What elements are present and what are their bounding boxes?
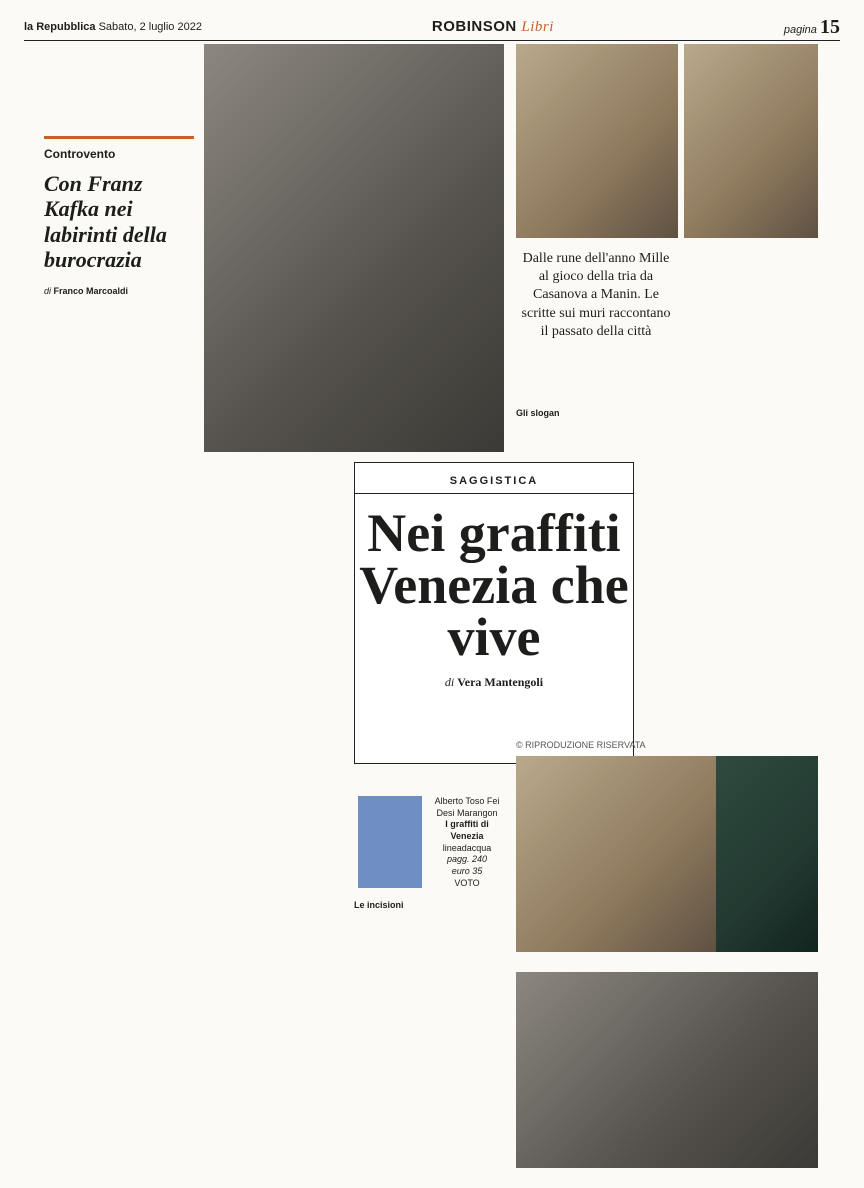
photo-wall-inscription — [684, 44, 818, 238]
caption-engravings-title: Le incisioni — [354, 900, 404, 910]
paper-name: la Repubblica — [24, 21, 96, 33]
photo-window-shutter — [516, 44, 678, 238]
section-brand — [432, 18, 554, 36]
book-info — [430, 796, 504, 890]
brand-name: ROBINSON — [431, 18, 517, 35]
masthead-left — [24, 21, 202, 33]
book-publisher: lineadacqua — [442, 842, 492, 853]
sidebar-column — [44, 136, 194, 1171]
page-indicator — [784, 16, 840, 39]
photo-incised-lion — [516, 972, 818, 1168]
brand-section: Libri — [521, 19, 554, 35]
sidebar-title: Con Franz Kafka nei labirinti della burocrazia — [44, 171, 167, 272]
issue-date: Sabato, 2 luglio 2022 — [98, 21, 202, 33]
page-number: 15 — [819, 15, 840, 38]
book-title: I graffiti di Venezia — [445, 819, 489, 842]
sidebar-byline-name: Franco Marcoaldi — [53, 286, 129, 297]
photo-carved-stone — [204, 44, 504, 452]
main-byline-prefix: di — [444, 675, 455, 690]
book-vote-label: VOTO — [454, 877, 480, 888]
masthead — [24, 14, 840, 41]
caption-engravings — [354, 900, 504, 912]
pull-quote: Dalle rune dell'anno Mille al gioco della tria da Casanova a Manin. Le scritte sui muri raccontano il passato della città — [521, 251, 671, 339]
caption-slogan-title: Gli slogan — [516, 408, 560, 418]
sidebar-kicker: Controvento — [44, 147, 116, 161]
photo-green-door — [716, 756, 818, 952]
book-authors: Alberto Toso Fei Desi Marangon — [434, 796, 500, 818]
book-price: euro 35 — [451, 866, 483, 877]
sidebar-byline-prefix: di — [44, 286, 52, 297]
headline-box — [354, 462, 634, 764]
caption-slogan — [516, 408, 666, 420]
photo-stone-wall — [516, 756, 716, 952]
main-headline: Nei graffiti Venezia che vive — [359, 503, 629, 667]
book-pages: pagg. 240 — [446, 854, 488, 865]
copyright-note: © RIPRODUZIONE RISERVATA — [516, 740, 646, 750]
main-byline — [355, 675, 633, 690]
page-label: pagina — [783, 23, 817, 36]
main-byline-name: Vera Mantengoli — [457, 675, 544, 690]
section-label: SAGGISTICA — [355, 475, 633, 494]
book-cover — [358, 796, 422, 888]
sidebar-byline — [44, 286, 194, 296]
